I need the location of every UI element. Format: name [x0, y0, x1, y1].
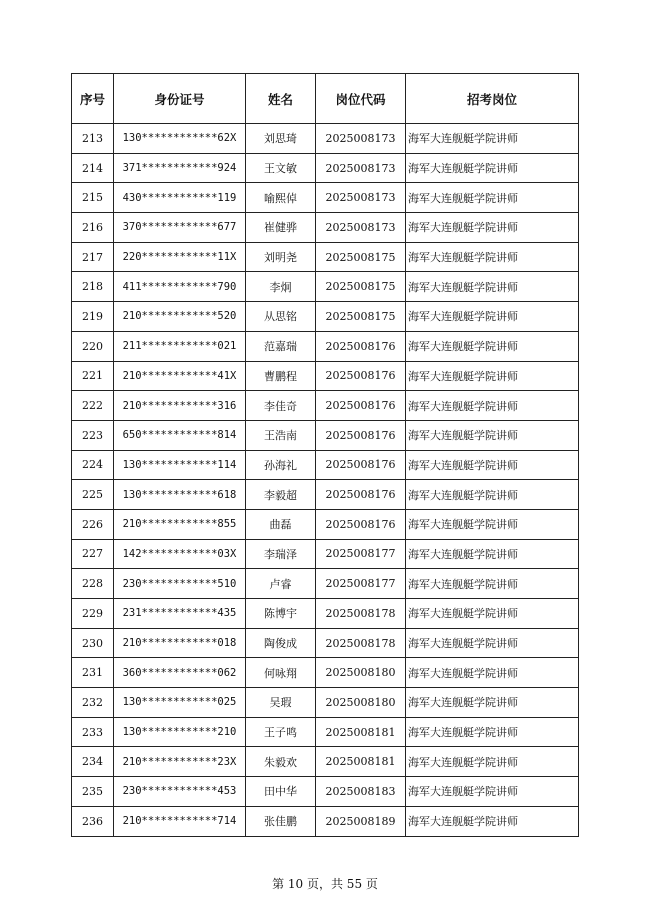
post-code-cell: 2025008173 [316, 213, 406, 243]
serial-cell: 213 [72, 124, 114, 154]
serial-cell: 232 [72, 688, 114, 718]
table-header-row [72, 74, 579, 124]
post-cell: 海军大连舰艇学院讲师 [406, 688, 579, 718]
serial-cell: 220 [72, 331, 114, 361]
id-number-cell: 411************790 [114, 272, 246, 302]
header-id-number: 身份证号 [114, 74, 246, 124]
id-number-cell: 130************025 [114, 688, 246, 718]
id-number-cell: 230************453 [114, 777, 246, 807]
serial-cell: 227 [72, 539, 114, 569]
post-cell: 海军大连舰艇学院讲师 [406, 272, 579, 302]
serial-cell: 229 [72, 599, 114, 629]
id-number-cell: 210************018 [114, 628, 246, 658]
post-cell: 海军大连舰艇学院讲师 [406, 153, 579, 183]
id-number-cell: 231************435 [114, 599, 246, 629]
post-code-cell: 2025008176 [316, 331, 406, 361]
name-cell: 张佳鹏 [246, 806, 316, 836]
table-row [72, 599, 579, 629]
id-number-cell: 210************855 [114, 509, 246, 539]
post-code-cell: 2025008173 [316, 124, 406, 154]
post-code-cell: 2025008178 [316, 628, 406, 658]
post-code-cell: 2025008180 [316, 658, 406, 688]
id-number-cell: 210************520 [114, 302, 246, 332]
header-name: 姓名 [246, 74, 316, 124]
post-cell: 海军大连舰艇学院讲师 [406, 480, 579, 510]
name-cell: 刘明尧 [246, 242, 316, 272]
table-row [72, 450, 579, 480]
post-cell: 海军大连舰艇学院讲师 [406, 331, 579, 361]
table-row [72, 124, 579, 154]
table-row [72, 539, 579, 569]
post-code-cell: 2025008176 [316, 391, 406, 421]
serial-cell: 224 [72, 450, 114, 480]
id-number-cell: 142************03X [114, 539, 246, 569]
name-cell: 朱毅欢 [246, 747, 316, 777]
post-cell: 海军大连舰艇学院讲师 [406, 420, 579, 450]
id-number-cell: 220************11X [114, 242, 246, 272]
table-row [72, 391, 579, 421]
id-number-cell: 210************23X [114, 747, 246, 777]
id-number-cell: 210************316 [114, 391, 246, 421]
post-cell: 海军大连舰艇学院讲师 [406, 569, 579, 599]
serial-cell: 226 [72, 509, 114, 539]
post-cell: 海军大连舰艇学院讲师 [406, 361, 579, 391]
name-cell: 王子鸣 [246, 717, 316, 747]
post-code-cell: 2025008180 [316, 688, 406, 718]
table-row [72, 480, 579, 510]
table-row [72, 688, 579, 718]
post-cell: 海军大连舰艇学院讲师 [406, 658, 579, 688]
post-code-cell: 2025008177 [316, 569, 406, 599]
post-code-cell: 2025008181 [316, 747, 406, 777]
serial-cell: 219 [72, 302, 114, 332]
post-code-cell: 2025008177 [316, 539, 406, 569]
table-row [72, 153, 579, 183]
serial-cell: 223 [72, 420, 114, 450]
serial-cell: 231 [72, 658, 114, 688]
candidate-table [71, 73, 579, 837]
table-row [72, 509, 579, 539]
post-code-cell: 2025008176 [316, 450, 406, 480]
post-code-cell: 2025008176 [316, 509, 406, 539]
id-number-cell: 371************924 [114, 153, 246, 183]
post-code-cell: 2025008189 [316, 806, 406, 836]
table-row [72, 331, 579, 361]
post-cell: 海军大连舰艇学院讲师 [406, 747, 579, 777]
table-row [72, 361, 579, 391]
table-row [72, 806, 579, 836]
name-cell: 李炯 [246, 272, 316, 302]
post-cell: 海军大连舰艇学院讲师 [406, 717, 579, 747]
table-row [72, 183, 579, 213]
post-code-cell: 2025008176 [316, 480, 406, 510]
id-number-cell: 210************41X [114, 361, 246, 391]
id-number-cell: 211************021 [114, 331, 246, 361]
serial-cell: 236 [72, 806, 114, 836]
name-cell: 孙海礼 [246, 450, 316, 480]
name-cell: 卢睿 [246, 569, 316, 599]
id-number-cell: 130************618 [114, 480, 246, 510]
name-cell: 王文敏 [246, 153, 316, 183]
table-row [72, 213, 579, 243]
name-cell: 曹鹏程 [246, 361, 316, 391]
name-cell: 范嘉瑞 [246, 331, 316, 361]
post-code-cell: 2025008178 [316, 599, 406, 629]
table-row [72, 569, 579, 599]
post-code-cell: 2025008175 [316, 302, 406, 332]
name-cell: 陶俊成 [246, 628, 316, 658]
id-number-cell: 430************119 [114, 183, 246, 213]
post-code-cell: 2025008175 [316, 242, 406, 272]
serial-cell: 222 [72, 391, 114, 421]
name-cell: 李毅超 [246, 480, 316, 510]
header-post: 招考岗位 [406, 74, 579, 124]
post-code-cell: 2025008181 [316, 717, 406, 747]
table-body [72, 124, 579, 837]
table-row [72, 242, 579, 272]
serial-cell: 215 [72, 183, 114, 213]
name-cell: 刘思琦 [246, 124, 316, 154]
name-cell: 李瑞泽 [246, 539, 316, 569]
post-cell: 海军大连舰艇学院讲师 [406, 539, 579, 569]
name-cell: 田中华 [246, 777, 316, 807]
table-row [72, 628, 579, 658]
post-cell: 海军大连舰艇学院讲师 [406, 509, 579, 539]
id-number-cell: 210************714 [114, 806, 246, 836]
table-row [72, 272, 579, 302]
post-code-cell: 2025008173 [316, 183, 406, 213]
serial-cell: 233 [72, 717, 114, 747]
name-cell: 从思铭 [246, 302, 316, 332]
name-cell: 陈博宇 [246, 599, 316, 629]
serial-cell: 235 [72, 777, 114, 807]
post-cell: 海军大连舰艇学院讲师 [406, 599, 579, 629]
table-row [72, 658, 579, 688]
id-number-cell: 360************062 [114, 658, 246, 688]
name-cell: 吴瑕 [246, 688, 316, 718]
serial-cell: 225 [72, 480, 114, 510]
id-number-cell: 370************677 [114, 213, 246, 243]
table-row [72, 717, 579, 747]
post-code-cell: 2025008183 [316, 777, 406, 807]
post-cell: 海军大连舰艇学院讲师 [406, 183, 579, 213]
header-serial: 序号 [72, 74, 114, 124]
table-row [72, 420, 579, 450]
post-cell: 海军大连舰艇学院讲师 [406, 242, 579, 272]
header-post-code: 岗位代码 [316, 74, 406, 124]
post-cell: 海军大连舰艇学院讲师 [406, 628, 579, 658]
name-cell: 崔健骅 [246, 213, 316, 243]
serial-cell: 214 [72, 153, 114, 183]
post-code-cell: 2025008176 [316, 420, 406, 450]
table-row [72, 777, 579, 807]
serial-cell: 228 [72, 569, 114, 599]
id-number-cell: 130************210 [114, 717, 246, 747]
post-cell: 海军大连舰艇学院讲师 [406, 806, 579, 836]
post-cell: 海军大连舰艇学院讲师 [406, 124, 579, 154]
serial-cell: 230 [72, 628, 114, 658]
post-cell: 海军大连舰艇学院讲师 [406, 302, 579, 332]
name-cell: 李佳奇 [246, 391, 316, 421]
id-number-cell: 130************62X [114, 124, 246, 154]
table-row [72, 302, 579, 332]
serial-cell: 216 [72, 213, 114, 243]
id-number-cell: 650************814 [114, 420, 246, 450]
post-cell: 海军大连舰艇学院讲师 [406, 450, 579, 480]
id-number-cell: 230************510 [114, 569, 246, 599]
page-number: 第 10 页，共 55 页 [272, 877, 378, 891]
name-cell: 喻熙倬 [246, 183, 316, 213]
id-number-cell: 130************114 [114, 450, 246, 480]
serial-cell: 218 [72, 272, 114, 302]
post-code-cell: 2025008175 [316, 272, 406, 302]
post-cell: 海军大连舰艇学院讲师 [406, 391, 579, 421]
name-cell: 曲磊 [246, 509, 316, 539]
post-cell: 海军大连舰艇学院讲师 [406, 777, 579, 807]
serial-cell: 221 [72, 361, 114, 391]
name-cell: 王浩南 [246, 420, 316, 450]
post-cell: 海军大连舰艇学院讲师 [406, 213, 579, 243]
serial-cell: 234 [72, 747, 114, 777]
table-row [72, 747, 579, 777]
post-code-cell: 2025008176 [316, 361, 406, 391]
post-code-cell: 2025008173 [316, 153, 406, 183]
serial-cell: 217 [72, 242, 114, 272]
name-cell: 何咏翔 [246, 658, 316, 688]
